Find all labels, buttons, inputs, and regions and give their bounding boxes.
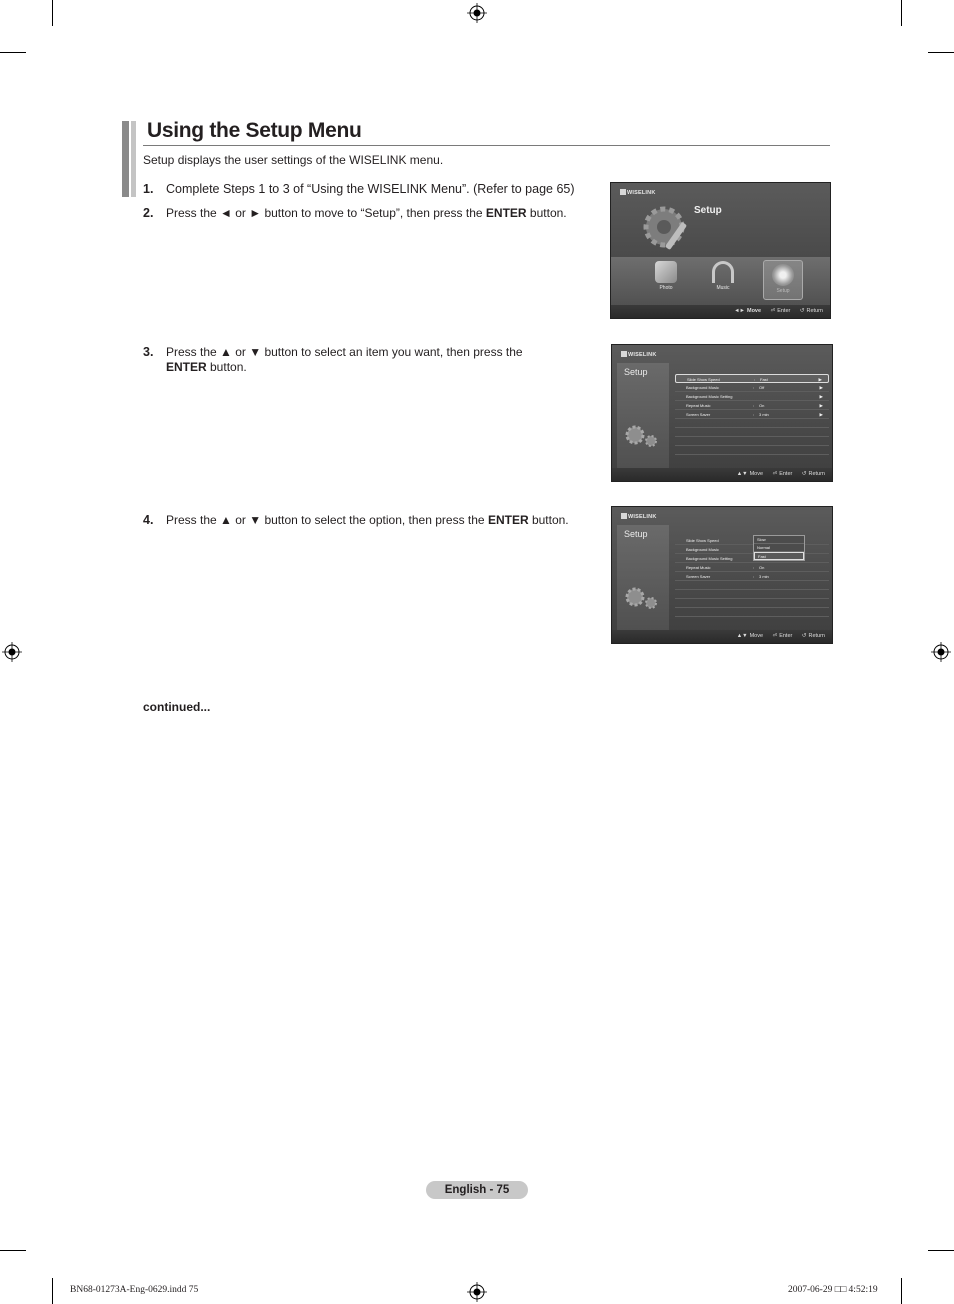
setup-menu-screen xyxy=(610,182,831,319)
step-text: Press the ▲ or ▼ button to select the option, then press the ENTER button. xyxy=(166,513,569,527)
gears-icon xyxy=(622,583,662,613)
setting-row[interactable]: Screen Saver : 3 min xyxy=(675,572,829,581)
gear-wrench-icon xyxy=(639,201,693,255)
nav-bar xyxy=(612,630,832,643)
crop-mark xyxy=(928,52,954,53)
registration-mark-icon xyxy=(467,1282,487,1302)
step-number: 3. xyxy=(143,345,154,359)
side-title: Setup xyxy=(624,529,648,539)
crop-mark xyxy=(928,1250,954,1251)
crop-mark xyxy=(901,0,902,26)
registration-mark-icon xyxy=(931,642,951,662)
continued-label: continued... xyxy=(143,700,211,714)
settings-list xyxy=(675,374,829,455)
registration-mark-icon xyxy=(467,3,487,23)
crop-mark xyxy=(52,1278,53,1304)
option-normal[interactable]: Normal xyxy=(754,544,804,552)
nav-enter: ⏎ Enter xyxy=(772,471,793,477)
footer-timestamp: 2007-06-29 □□ 4:52:19 xyxy=(788,1285,878,1295)
setting-row[interactable]: Slide Show Speed xyxy=(675,536,829,545)
setting-row[interactable]: Background Music xyxy=(675,545,829,554)
crop-mark xyxy=(901,1278,902,1304)
nav-return: ↺ Return xyxy=(801,471,825,477)
nav-move: ▲▼ Move xyxy=(736,633,764,639)
side-panel xyxy=(617,525,669,631)
registration-mark-icon xyxy=(2,642,22,662)
wiselink-logo: WISELINK xyxy=(621,513,657,520)
arrow-right-icon: ▶ xyxy=(819,394,823,399)
gears-icon xyxy=(622,421,662,451)
page-number: English - 75 xyxy=(426,1181,528,1199)
setting-row[interactable]: Background Music Setting ▶ xyxy=(675,392,829,401)
arrow-right-icon: ▶ xyxy=(819,403,823,408)
page-title: Using the Setup Menu xyxy=(147,119,362,142)
crop-mark xyxy=(0,1250,26,1251)
setup-options-screen xyxy=(611,506,833,644)
settings-list xyxy=(675,536,829,617)
crop-mark xyxy=(52,0,53,26)
photo-icon xyxy=(655,261,677,283)
step-text: Complete Steps 1 to 3 of “Using the WISELINK Menu”. (Refer to page 65) xyxy=(166,182,575,196)
step-number: 2. xyxy=(143,206,154,220)
nav-enter: ⏎ Enter xyxy=(772,633,793,639)
side-panel xyxy=(617,363,669,469)
title-accent-bars xyxy=(122,121,136,197)
setting-row[interactable]: Repeat Music : On ▶ xyxy=(675,401,829,410)
setting-row[interactable]: Background Music Setting xyxy=(675,554,829,563)
speed-options-dropdown[interactable] xyxy=(753,535,805,561)
intro-text: Setup displays the user settings of the WISELINK menu. xyxy=(143,153,444,167)
setup-items-screen xyxy=(611,344,833,482)
nav-move: ▲▼ Move xyxy=(736,471,764,477)
setting-row[interactable]: Screen Saver : 3 min ▶ xyxy=(675,410,829,419)
wiselink-logo: WISELINK xyxy=(621,351,657,358)
nav-bar xyxy=(612,468,832,481)
setting-row[interactable]: Slide Show Speed : Fast ▶ xyxy=(675,374,829,383)
arrow-right-icon: ▶ xyxy=(819,385,823,390)
nav-enter: ⏎ Enter xyxy=(770,308,791,314)
menu-item-photo[interactable]: Photo xyxy=(646,261,686,291)
option-fast[interactable]: Fast xyxy=(754,552,804,560)
crop-mark xyxy=(0,52,26,53)
arrow-right-icon: ▶ xyxy=(818,377,822,382)
wiselink-logo: WISELINK xyxy=(620,189,656,196)
screen-heading: Setup xyxy=(694,205,722,216)
menu-item-music[interactable]: Music xyxy=(703,261,743,291)
nav-bar xyxy=(611,305,830,318)
side-title: Setup xyxy=(624,367,648,377)
step-number: 4. xyxy=(143,513,154,527)
option-slow[interactable]: Slow xyxy=(754,536,804,544)
setting-row[interactable]: Background Music : Off ▶ xyxy=(675,383,829,392)
nav-return: ↺ Return xyxy=(799,308,823,314)
setup-disc-icon xyxy=(772,264,794,286)
setting-row[interactable]: Repeat Music : On xyxy=(675,563,829,572)
nav-return: ↺ Return xyxy=(801,633,825,639)
step-text: Press the ▲ or ▼ button to select an item you want, then press the ENTER button. xyxy=(166,345,523,374)
footer-filename: BN68-01273A-Eng-0629.indd 75 xyxy=(70,1285,199,1295)
nav-move: ◄► Move xyxy=(734,308,762,314)
step-text: Press the ◄ or ► button to move to “Setup”, then press the ENTER button. xyxy=(166,206,567,220)
title-divider xyxy=(143,145,830,146)
menu-item-setup[interactable]: Setup xyxy=(763,260,803,300)
step-number: 1. xyxy=(143,182,154,196)
arrow-right-icon: ▶ xyxy=(819,412,823,417)
headphones-icon xyxy=(712,261,734,283)
